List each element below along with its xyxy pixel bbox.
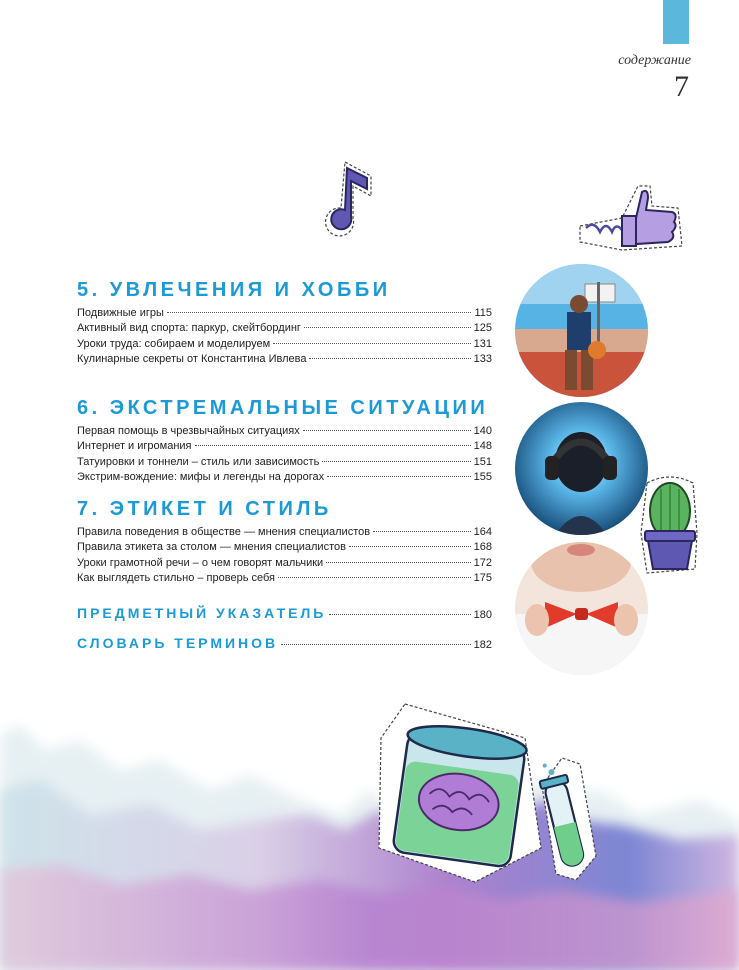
entry-page: 155 [473, 470, 492, 483]
entry-page: 115 [474, 307, 492, 319]
section-title: 6. ЭКСТРЕМАЛЬНЫЕ СИТУАЦИИ [77, 397, 489, 419]
toc-entry[interactable] [77, 571, 492, 586]
entry-page: 125 [473, 322, 492, 335]
watercolor-background [0, 640, 739, 970]
toc-entry[interactable] [77, 540, 492, 555]
entry-title: Первая помощь в чрезвычайных ситуациях [77, 425, 300, 437]
entry-page: 133 [473, 352, 492, 365]
cactus-icon [637, 473, 703, 579]
toc-entry[interactable] [77, 321, 492, 336]
leader-dots [349, 546, 471, 547]
leader-dots [273, 343, 471, 344]
gamer-headphones-photo [515, 402, 648, 535]
leader-dots [278, 577, 471, 578]
running-head: содержание [618, 53, 691, 68]
toc-section-extreme [77, 397, 492, 485]
entry-title: СЛОВАРЬ ТЕРМИНОВ [77, 635, 279, 651]
entry-title: Кулинарные секреты от Константина Ивлева [77, 352, 307, 365]
entry-title: Экстрим-вождение: мифы и легенды на дорогах [77, 470, 325, 483]
toc-entry[interactable] [77, 424, 492, 439]
toc-entry-glossary[interactable] [77, 635, 492, 651]
toc-entry[interactable] [77, 525, 492, 540]
leader-dots [373, 531, 471, 532]
leader-dots [326, 562, 470, 563]
toc-entry-index[interactable] [77, 605, 492, 621]
section-title: 7. ЭТИКЕТ И СТИЛЬ [77, 498, 332, 520]
entry-title: Татуировки и тоннели – стиль или зависимость [77, 455, 320, 468]
music-note-icon [325, 156, 385, 238]
leader-dots [195, 445, 471, 446]
leader-dots [309, 358, 470, 359]
entry-title: Правила поведения в обществе — мнения специалистов [77, 526, 371, 538]
toc-entry[interactable] [77, 306, 492, 321]
section-title: 5. УВЛЕЧЕНИЯ И ХОББИ [77, 279, 391, 301]
basketball-photo [515, 264, 648, 397]
toc-entry[interactable] [77, 337, 492, 352]
entry-page: 164 [473, 526, 492, 538]
entry-page: 148 [473, 440, 492, 453]
leader-dots [304, 327, 471, 328]
entry-title: Активный вид спорта: паркур, скейтбординг [77, 322, 301, 335]
page-number: 7 [674, 70, 689, 103]
entry-page: 172 [473, 556, 492, 569]
entry-title: Интернет и игромания [77, 440, 192, 453]
leader-dots [167, 312, 472, 313]
toc-entry[interactable] [77, 439, 492, 454]
toc-entry[interactable] [77, 556, 492, 571]
entry-page: 131 [473, 337, 492, 350]
toc-entry[interactable] [77, 352, 492, 367]
leader-dots [322, 461, 470, 462]
entry-title: Подвижные игры [77, 307, 164, 319]
entry-page: 140 [473, 425, 492, 437]
entry-page: 151 [473, 455, 492, 468]
brain-jar-icon [375, 698, 545, 886]
entry-title: Уроки грамотной речи – о чем говорят мальчики [77, 556, 324, 569]
entry-title: ПРЕДМЕТНЫЙ УКАЗАТЕЛЬ [77, 605, 327, 621]
entry-page: 180 [473, 609, 492, 621]
leader-dots [281, 644, 470, 645]
toc-entry[interactable] [77, 455, 492, 470]
entry-page: 168 [473, 541, 492, 554]
toc-section-etiquette [77, 498, 492, 586]
leader-dots [327, 476, 471, 477]
entry-page: 175 [473, 571, 492, 584]
bow-tie-photo [515, 542, 648, 675]
entry-title: Правила этикета за столом — мнения специалистов [77, 541, 346, 554]
entry-title: Уроки труда: собираем и моделируем [77, 337, 271, 350]
leader-dots [329, 614, 470, 615]
entry-page: 182 [473, 639, 492, 651]
leader-dots [303, 430, 471, 431]
test-tube-icon [536, 756, 598, 884]
toc-entry[interactable] [77, 470, 492, 485]
toc-section-hobbies [77, 279, 492, 367]
entry-title: Как выглядеть стильно – проверь себя [77, 571, 275, 584]
chapter-tab [663, 0, 689, 44]
thumbs-up-icon [574, 180, 686, 256]
